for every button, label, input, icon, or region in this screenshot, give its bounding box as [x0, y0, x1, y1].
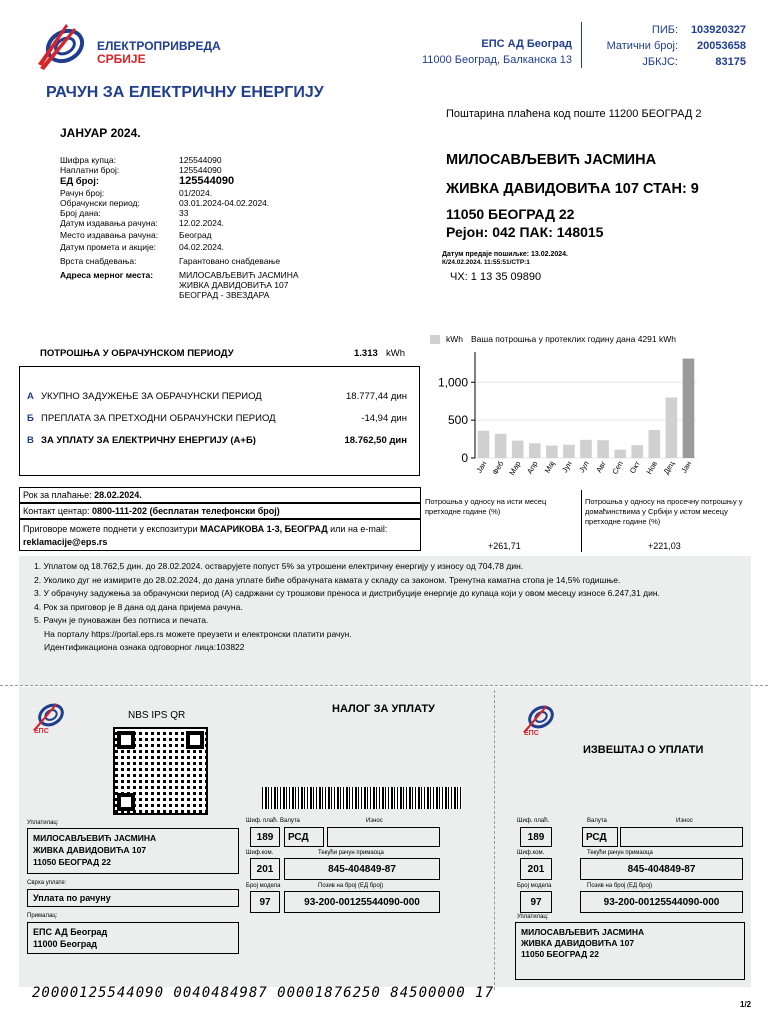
x-tick-label: Јан [474, 459, 489, 475]
chart-bar [597, 440, 609, 458]
note-item: Идентификациона ознака одговорног лица:103822 [44, 642, 245, 652]
detail-label: Врста снабдевања: [60, 256, 137, 266]
chart-bar [495, 434, 507, 458]
chart-bar [529, 443, 541, 458]
detail-label: Наплатни број: [60, 165, 120, 175]
y-tick-label: 0 [461, 451, 468, 465]
detail-label: Датум промета и акције: [60, 242, 157, 252]
x-tick-label: Јун [560, 459, 574, 475]
chart-bar [649, 430, 661, 458]
x-tick-label: Нов [644, 459, 660, 476]
details-list [60, 155, 380, 302]
report-payment-code-label: Шиф. плаћ. [517, 818, 550, 824]
recipient-label: Прималац: [27, 913, 58, 919]
id-value: 103920327 [690, 24, 746, 36]
x-tick-label: Окт [627, 459, 642, 475]
amount-label: Износ [366, 818, 383, 824]
report-payer-label: Уплатилац: [517, 914, 549, 920]
report-amount-label: Износ [676, 818, 693, 824]
page-number: 1/2 [740, 1000, 752, 1009]
detail-value: Београд [179, 230, 212, 240]
summary-letter: В [27, 435, 34, 446]
detail-value: 03.01.2024-04.02.2024. [179, 198, 270, 208]
x-tick-label: Апр [525, 459, 540, 476]
recipient-box [27, 922, 239, 954]
compare-text: Потрошња у односу на исти месец претходне године (%) [425, 497, 547, 516]
contact-label: Контакт центар: [23, 506, 90, 516]
payment-code-label: Шиф. плаћ. [246, 818, 279, 824]
ch-number: ЧХ: 1 13 35 09890 [450, 271, 542, 283]
branch-address: 11000 Београд, Балканска 13 [421, 54, 572, 66]
id-value: 83175 [715, 56, 746, 68]
company-name-line1: ЕЛЕКТРОПРИВРЕДА [97, 39, 221, 53]
summary-label: ПРЕПЛАТА ЗА ПРЕТХОДНИ ОБРАЧУНСКИ ПЕРИОД [41, 413, 276, 424]
report-model-label: Број модела [517, 883, 552, 889]
chart-title: Ваша потрошња у протеклих годину дана 4291 kWh [471, 334, 676, 344]
compare-right [585, 497, 750, 527]
summary-label: УКУПНО ЗАДУЖЕЊЕ ЗА ОБРАЧУНСКИ ПЕРИОД [41, 391, 262, 402]
payer-line: ЖИВКА ДАВИДОВИЋА 107 [33, 845, 147, 855]
consumption-label: ПОТРОШЊА У ОБРАЧУНСКОМ ПЕРИОДУ [40, 348, 234, 359]
company-name [97, 40, 221, 66]
meter-address-line: БЕОГРАД - ЗВЕЗДАРА [179, 290, 270, 300]
eps-logo [36, 20, 94, 72]
detail-label: Датум издавања рачуна: [60, 218, 158, 228]
recipient-block [446, 146, 699, 204]
chart-bar [683, 359, 695, 458]
branch-name: ЕПС АД Београд [481, 38, 572, 50]
account-field[interactable]: 845-404849-87 [284, 858, 440, 880]
meter-address-label: Адреса мерног места: [60, 270, 154, 280]
summary-value: -14,94 дин [361, 413, 407, 424]
consumption-unit: kWh [386, 348, 405, 359]
note-item: 5. Рачун је пуноважан без потписа и печата. [34, 615, 209, 625]
chart-legend [430, 334, 676, 344]
eps-report-logo [520, 702, 560, 738]
header-divider [581, 22, 582, 68]
x-tick-label: Јул [577, 459, 591, 475]
compare-left [425, 497, 575, 517]
id-value: 20053658 [697, 40, 746, 52]
code-field[interactable]: 201 [250, 858, 280, 880]
summary-letter: А [27, 391, 34, 402]
report-code-field[interactable]: 201 [520, 858, 552, 880]
legend-unit: kWh [446, 334, 463, 344]
detail-label: Рачун број: [60, 188, 105, 198]
currency-field[interactable]: РСД [284, 827, 324, 847]
id-label: ПИБ: [651, 24, 678, 36]
purpose-label: Сврха уплате: [27, 880, 67, 886]
x-tick-label: Авг [594, 459, 608, 475]
chart-bar [631, 445, 643, 458]
chart-bar [563, 445, 575, 458]
report-title: ИЗВЕШТАЈ О УПЛАТИ [583, 744, 704, 756]
report-account-label: Текући рачун примаоца [587, 850, 653, 856]
detail-value: 04.02.2024. [179, 242, 224, 252]
note-item: 3. У обрачуну задужења за обрачунски период (А) садржани су трошкови преноса и дистрибуције енергије до купаца који у овом месецу износе 6.247,31 дин. [34, 588, 660, 598]
chart-bar [546, 446, 558, 458]
detail-value: 125544090 [179, 165, 222, 175]
due-label: Рок за плаћање: [23, 490, 92, 500]
report-amount-field[interactable] [620, 827, 743, 847]
model-label: Број модела [246, 883, 281, 889]
perforation-line [0, 685, 768, 686]
legend-swatch [430, 335, 440, 344]
account-label: Текући рачун примаоца [318, 850, 384, 856]
due-date: 28.02.2024. [94, 490, 142, 500]
invoice-title: РАЧУН ЗА ЕЛЕКТРИЧНУ ЕНЕРГИЈУ [46, 84, 324, 101]
code-label: Шиф.ком. [246, 850, 274, 856]
currency-label: Валута [280, 818, 300, 824]
x-tick-label: Дец [661, 459, 677, 476]
complaint-mid: или на e-mail: [327, 524, 388, 534]
note-item: На порталу https://portal.eps.rs можете преузети и електронски платити рачун. [44, 628, 352, 639]
note-item: 2. Уколико дуг не измирите до 28.02.2024, до дана уплате биће обрачуната камата у складу са законом. Тренутна каматна стопа је 14,5% годишње. [34, 574, 621, 585]
detail-value: 12.02.2024. [179, 218, 224, 228]
id-label: ЈБКЈС: [642, 56, 678, 68]
notes-list [34, 560, 660, 655]
recipient-region: Рејон: 042 ПАК: 148015 [446, 224, 604, 240]
detail-label: Место издавања рачуна: [60, 230, 159, 240]
x-tick-label: Мај [542, 459, 557, 475]
id-label: Матични број: [606, 40, 678, 52]
summary-label: ЗА УПЛАТУ ЗА ЕЛЕКТРИЧНУ ЕНЕРГИЈУ (А+Б) [41, 435, 256, 446]
detail-value: 33 [179, 208, 189, 218]
compare-divider [581, 490, 582, 552]
payment-code-field[interactable]: 189 [250, 827, 280, 847]
qr-code-icon [113, 727, 208, 815]
detail-label: Обрачунски период: [60, 198, 140, 208]
slip-recipient-line: ЕПС АД Београд [33, 927, 108, 937]
slip-recipient-line: 11000 Београд [33, 939, 97, 949]
compare-text: Потрошња у односу на просечну потрошњу у домаћинствима у Србији у истом месецу претходне године (%) [585, 497, 743, 526]
chart-bar [614, 450, 626, 458]
ocr-line: 20000125544090 0040484987 00001876250 84500000 17 [32, 985, 495, 1001]
detail-value: Гарантовано снабдевање [179, 256, 281, 266]
y-tick-label: 500 [447, 413, 468, 428]
report-model-field[interactable]: 97 [520, 891, 552, 913]
report-payer-line: 11050 БЕОГРАД 22 [521, 949, 599, 959]
report-payer-line: ЖИВКА ДАВИДОВИЋА 107 [521, 938, 635, 948]
ref-label: Позив на број (ЕД број) [318, 883, 384, 889]
reference-field[interactable]: 93-200-00125544090-000 [284, 891, 440, 913]
report-ref-label: Позив на број (ЕД број) [587, 883, 653, 889]
model-field[interactable]: 97 [250, 891, 280, 913]
purpose-box: Уплата по рачуну [27, 889, 239, 907]
postage-note: Поштарина плаћена код поште 11200 БЕОГРАД 2 [446, 108, 702, 120]
recipient-name: МИЛОСАВЉЕВИЋ ЈАСМИНА [446, 152, 657, 168]
chart-bar [580, 440, 592, 458]
payer-box [27, 828, 239, 874]
recipient-city: 11050 БЕОГРАД 22 [446, 206, 575, 222]
complaint-email[interactable]: reklamacije@eps.rs [23, 537, 108, 547]
consumption-chart [425, 346, 705, 488]
eps-slip-logo [30, 700, 70, 736]
y-tick-label: 1,000 [437, 375, 468, 390]
report-payer-box [515, 922, 745, 980]
amount-field[interactable] [327, 827, 440, 847]
report-reference-field[interactable]: 93-200-00125544090-000 [580, 891, 743, 913]
x-tick-label: Јан [679, 459, 694, 475]
post-date: Датум предаје пошиљке: 13.02.2024. [442, 251, 568, 258]
report-currency-label: Валута [587, 818, 607, 824]
report-account-field[interactable]: 845-404849-87 [580, 858, 743, 880]
meter-address-line: МИЛОСАВЉЕВИЋ ЈАСМИНА [179, 270, 299, 280]
payer-line: 11050 БЕОГРАД 22 [33, 857, 111, 867]
company-name-line2: СРБИЈЕ [97, 52, 146, 66]
payer-label: Уплатилац: [27, 820, 59, 826]
report-payment-code-field[interactable]: 189 [520, 827, 552, 847]
x-tick-label: Сеп [610, 459, 625, 476]
eps-slip-logo-text: ЕПС [34, 728, 49, 735]
slip-divider [494, 690, 495, 990]
due-box [19, 487, 421, 503]
contact-phone: 0800-111-202 (бесплатан телефонски број) [91, 506, 280, 516]
post-ref: К/24.02.2024. 11:55:51/СТР:1 [442, 259, 530, 266]
chart-bar [478, 431, 490, 458]
payer-line: МИЛОСАВЉЕВИЋ ЈАСМИНА [33, 833, 157, 843]
complaint-office: МАСАРИКОВА 1-3, БЕОГРАД [200, 524, 328, 534]
chart-bar [666, 397, 678, 458]
report-code-label: Шиф.ком. [517, 850, 545, 856]
complaint-box [19, 519, 421, 551]
detail-value: 125544090 [179, 155, 222, 165]
summary-letter: Б [27, 413, 34, 424]
summary-value: 18.762,50 дин [344, 435, 407, 446]
x-tick-label: Феб [490, 459, 506, 477]
detail-label: ЕД број: [60, 176, 100, 187]
meter-address-line: ЖИВКА ДАВИДОВИЋА 107 [179, 280, 289, 290]
report-currency-field[interactable]: РСД [582, 827, 618, 847]
report-payer-line: МИЛОСАВЉЕВИЋ ЈАСМИНА [521, 927, 645, 937]
summary-value: 18.777,44 дин [346, 391, 407, 402]
compare-value: +221,03 [648, 541, 681, 551]
slip-title: НАЛОГ ЗА УПЛАТУ [332, 703, 435, 715]
detail-value: 125544090 [179, 175, 235, 187]
detail-label: Шифра купца: [60, 155, 116, 165]
detail-label: Број дана: [60, 208, 101, 218]
eps-logo-icon [36, 20, 94, 72]
consumption-value: 1.313 [354, 348, 378, 359]
qr-label: NBS IPS QR [128, 710, 186, 721]
detail-value: 01/2024. [179, 188, 213, 198]
contact-box [19, 503, 421, 519]
recipient-street: ЖИВКА ДАВИДОВИЋА 107 СТАН: 9 [446, 181, 699, 197]
company-ids [586, 22, 746, 70]
chart-bar [512, 441, 524, 458]
note-item: 4. Рок за приговор је 8 дана од дана пријема рачуна. [34, 601, 243, 612]
note-item: 1. Уплатом од 18.762,5 дин. до 28.02.2024. остварујете попуст 5% за утрошени електричну енергију у износу од 704,78 дин. [34, 561, 524, 571]
period-title: ЈАНУАР 2024. [60, 126, 141, 140]
x-tick-label: Мар [507, 459, 523, 477]
complaint-text: Приговоре можете поднети у експозитури [23, 524, 201, 534]
barcode-icon [262, 787, 462, 809]
eps-report-logo-text: ЕПС [524, 730, 539, 737]
compare-value: +261,71 [488, 541, 521, 551]
summary-box [19, 366, 420, 476]
